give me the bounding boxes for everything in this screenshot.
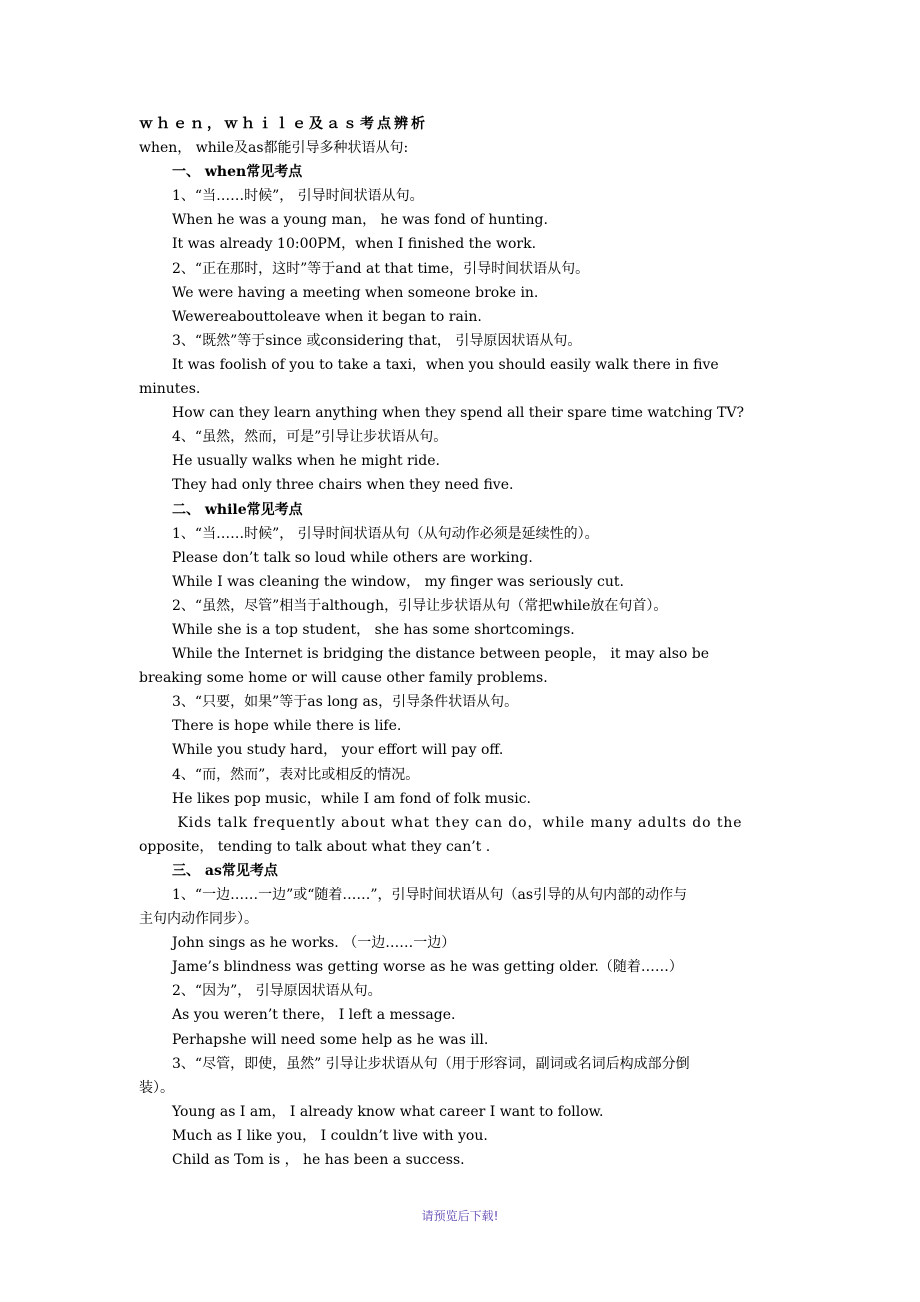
text-line: 4、“虽然，然而，可是”引导让步状语从句。: [172, 429, 448, 446]
text-line: There is hope while there is life.: [172, 718, 402, 735]
text-line: Child as Tom is ， he has been a success.: [172, 1152, 465, 1169]
text-line: 2、“因为”， 引导原因状语从句。: [172, 983, 382, 1000]
text-line: 1、“一边……一边”或“随着……”，引导时间状语从句（as引导的从句内部的动作与: [172, 887, 688, 903]
text-line: They had only three chairs when they need five.: [172, 477, 514, 494]
text-line-continued: breaking some home or will cause other family problems.: [139, 670, 548, 687]
text-line: 2、“正在那时，这时”等于and at that time，引导时间状语从句。: [172, 260, 590, 277]
text-line: How can they learn anything when they spend all their spare time watching TV?: [172, 405, 745, 422]
text-line: Young as I am， I already know what career I want to follow.: [172, 1103, 604, 1120]
section-heading-when: 一、 when常见考点: [172, 164, 303, 181]
text-line: 3、“只要，如果”等于as long as，引导条件状语从句。: [172, 694, 519, 711]
text-line: It was foolish of you to take a taxi，when you should easily walk there in five: [172, 356, 719, 373]
intro-line: when， while及as都能引导多种状语从句:: [139, 140, 409, 157]
text-line: Please don’t talk so loud while others are working.: [172, 549, 533, 566]
text-line: While she is a top student， she has some shortcomings.: [172, 621, 575, 638]
text-line: Perhapshe will need some help as he was ill.: [172, 1031, 489, 1048]
document-body: [139, 112, 815, 1172]
section-heading-as: 三、 as常见考点: [172, 862, 278, 879]
text-line: While you study hard， your effort will pay off.: [172, 742, 504, 759]
page-footer: 请预览后下载!: [421, 1209, 499, 1223]
text-line: Jame’s blindness was getting worse as he was getting older.（随着……）: [172, 959, 683, 976]
text-line: 3、“既然”等于since 或considering that， 引导原因状语从句。: [172, 332, 582, 349]
text-line-continued: 主句内动作同步）。: [139, 911, 258, 928]
section-heading-while: 二、 while常见考点: [172, 501, 303, 518]
text-line: When he was a young man， he was fond of hunting.: [172, 212, 548, 229]
text-line: While I was cleaning the window， my finger was seriously cut.: [172, 573, 624, 590]
text-line: He likes pop music，while I am fond of folk music.: [172, 790, 532, 807]
text-line: While the Internet is bridging the distance between people， it may also be: [172, 646, 710, 663]
text-line: John sings as he works. （一边……一边）: [172, 935, 456, 952]
text-line: 3、“尽管，即使，虽然” 引导让步状语从句（用于形容词，副词或名词后构成部分倒: [172, 1055, 690, 1072]
text-line: As you weren’t there， I left a message.: [172, 1007, 456, 1024]
text-line: 1、“当……时候”， 引导时间状语从句。: [172, 188, 424, 205]
text-line: Kids talk frequently about what they can do，while many adults do the: [172, 814, 743, 831]
text-line: Much as I like you， I couldn’t live with you.: [172, 1127, 488, 1144]
text-line-continued: opposite， tending to talk about what they can’t .: [139, 838, 491, 855]
text-line-continued: minutes.: [139, 381, 201, 398]
text-line: Wewereabouttoleave when it began to rain.: [172, 308, 482, 325]
text-line-continued: 装）。: [139, 1079, 174, 1096]
text-line: He usually walks when he might ride.: [172, 453, 440, 470]
text-line: 4、“而，然而”，表对比或相反的情况。: [172, 766, 420, 783]
text-line: It was already 10:00PM，when I finished the work.: [172, 236, 537, 253]
text-line: We were having a meeting when someone broke in.: [172, 284, 539, 301]
text-line: 2、“虽然，尽管”相当于although，引导让步状语从句（常把while放在句首）。: [172, 597, 668, 614]
text-line: 1、“当……时候”， 引导时间状语从句（从句动作必须是延续性的）。: [172, 525, 599, 542]
document-title: ｗｈｅｎ，ｗｈｉｌｅ及ａｓ考点辨析: [139, 116, 428, 132]
